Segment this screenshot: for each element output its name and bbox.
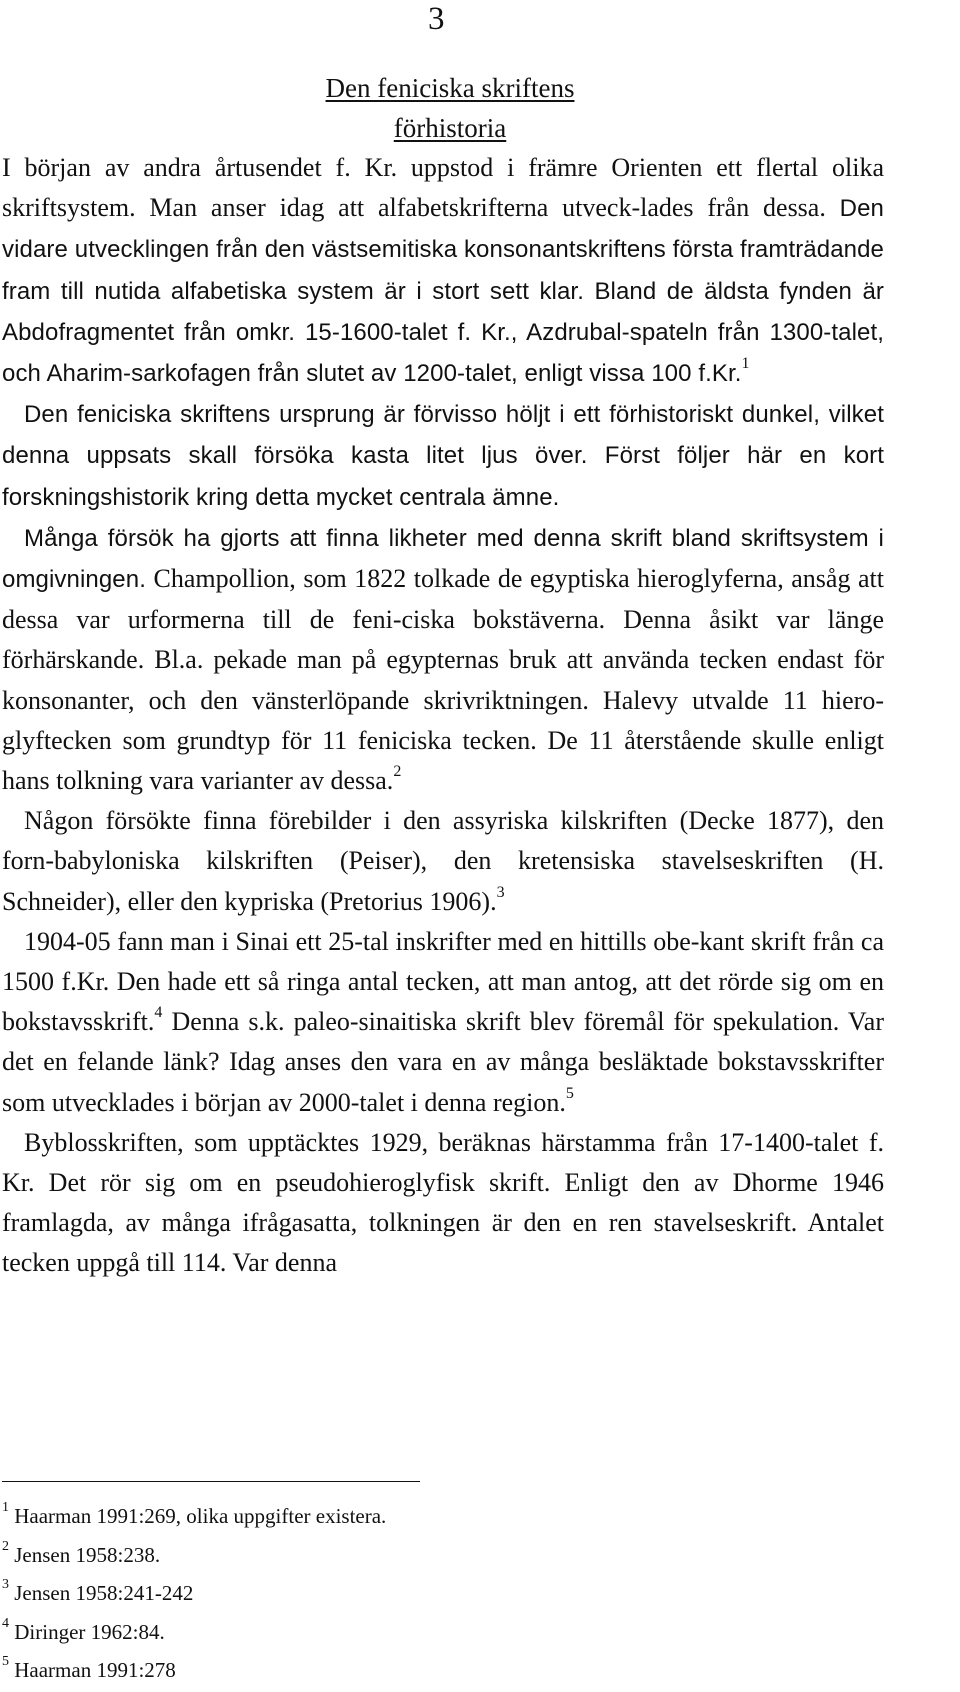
footnote-separator <box>2 1481 420 1482</box>
footnote-3 <box>2 1574 386 1613</box>
paragraph-1-text-a: I början av andra årtusendet f. Kr. uppstod i främre Orienten ett flertal olika skriftsystem. Man anser idag att alfabetskrifterna utveck-lades från dessa. <box>2 153 884 223</box>
paragraph-3 <box>2 518 884 801</box>
footnote-text: Haarman 1991:278 <box>14 1658 176 1683</box>
paragraph-4-text: Någon försökte finna förebilder i den assyriska kilskriften (Decke 1877), den forn-babyloniska kilskriften (Peiser), den kretensiska stavelseskriften (H. Schneider), eller den kypriska (Pretorius 1906). <box>2 806 884 916</box>
paragraph-2 <box>2 394 884 518</box>
paragraph-3-text-b: Champollion, som 1822 tolkade de egyptiska hieroglyferna, ansåg att dessa var urformerna till de feni-ciska bokstäverna. Denna åsikt var länge förhärskande. Bl.a. pekade man på egypternas bruk att använda tecken endast för konsonanter, och den vänsterlöpande skrivriktningen. Halevy utvalde 11 hiero-glyftecken som grundtyp för 11 feniciska tecken. De 11 återstående skulle enligt hans tolkning vara varianter av dessa. <box>2 564 885 796</box>
paragraph-6-text: Byblosskriften, som upptäcktes 1929, beräknas härstamma från 17-1400-talet f. Kr. Det rör sig om en pseudohieroglyfisk skrift. Enligt den av Dhorme 1946 framlagda, av många ifrågasatta, tolkningen är den en ren stavelseskrift. Antalet tecken uppgå till 114. Var denna <box>2 1127 884 1278</box>
footnote-2 <box>2 1536 386 1575</box>
paragraph-5-text-a: 1904-05 fann man i Sinai ett 25-tal inskrifter med en hittills obe-kant skrift från ca 1500 f.Kr. Den hade ett så ringa antal tecken, att man antog, att det rörde sig om en bokstavsskrift. <box>2 926 884 1037</box>
paragraph-2-text: Den feniciska skriftens ursprung är förvisso höljt i ett förhistoriskt dunkel, vilket denna uppsats skall försöka kasta litet ljus över. Först följer här en kort forskningshistorik kring detta mycket centrala ämne. <box>2 401 884 511</box>
paragraph-4 <box>2 801 884 922</box>
footnote-number: 1 <box>2 1500 9 1515</box>
footnote-number: 2 <box>2 1538 9 1554</box>
footnote-ref-1[interactable]: 1 <box>741 355 750 373</box>
paragraph-6 <box>2 1123 884 1284</box>
footnote-number: 3 <box>2 1577 9 1593</box>
paragraph-3-text-a: Många försök ha gjorts att finna likheter med denna skrift bland skriftsystem i omgivningen. <box>2 524 884 594</box>
paragraph-1 <box>2 148 884 394</box>
footnote-ref-2[interactable]: 2 <box>393 763 402 781</box>
footnote-5 <box>2 1651 386 1690</box>
footnote-text: Diringer 1962:84. <box>14 1619 165 1644</box>
footnote-ref-4[interactable]: 4 <box>154 1004 163 1022</box>
footnote-text: Jensen 1958:241-242 <box>14 1581 194 1606</box>
page-number: 3 <box>428 1 445 37</box>
section-title-line-2: förhistoria <box>393 113 507 143</box>
paragraph-5 <box>2 922 884 1123</box>
footnotes <box>2 1497 386 1690</box>
footnote-text: Haarman 1991:269, olika uppgifter existera. <box>14 1504 387 1528</box>
footnote-1 <box>2 1497 386 1536</box>
footnote-text: Jensen 1958:238. <box>14 1542 161 1567</box>
paragraph-5-text-b: Denna s.k. paleo-sinaitiska skrift blev föremål för spekulation. Var det en felande länk? Idag anses den vara en av många besläktade bokstavsskrifter som utvecklades i början av 2000-talet i denna region. <box>2 1007 884 1117</box>
paragraph-1-text-b: Den vidare utvecklingen från den västsemitiska konsonantskriftens första framträdande fram till nutida alfabetiska system är i stort sett klar. Bland de äldsta fynden är Abdofragmentet från omkr. 15-1600-talet f. Kr., Azdrubal-spateln från 1300-talet, och Aharim-sarkofagen från slutet av 1200-talet, enligt vissa 100 f.Kr. <box>2 195 884 388</box>
section-title-line-1: Den feniciska skriftens <box>325 73 575 103</box>
body-text <box>2 148 884 1284</box>
footnote-4 <box>2 1613 386 1652</box>
footnote-number: 4 <box>2 1615 9 1631</box>
footnote-ref-3[interactable]: 3 <box>496 883 505 901</box>
footnote-number: 5 <box>2 1654 9 1670</box>
footnote-ref-5[interactable]: 5 <box>565 1084 574 1102</box>
